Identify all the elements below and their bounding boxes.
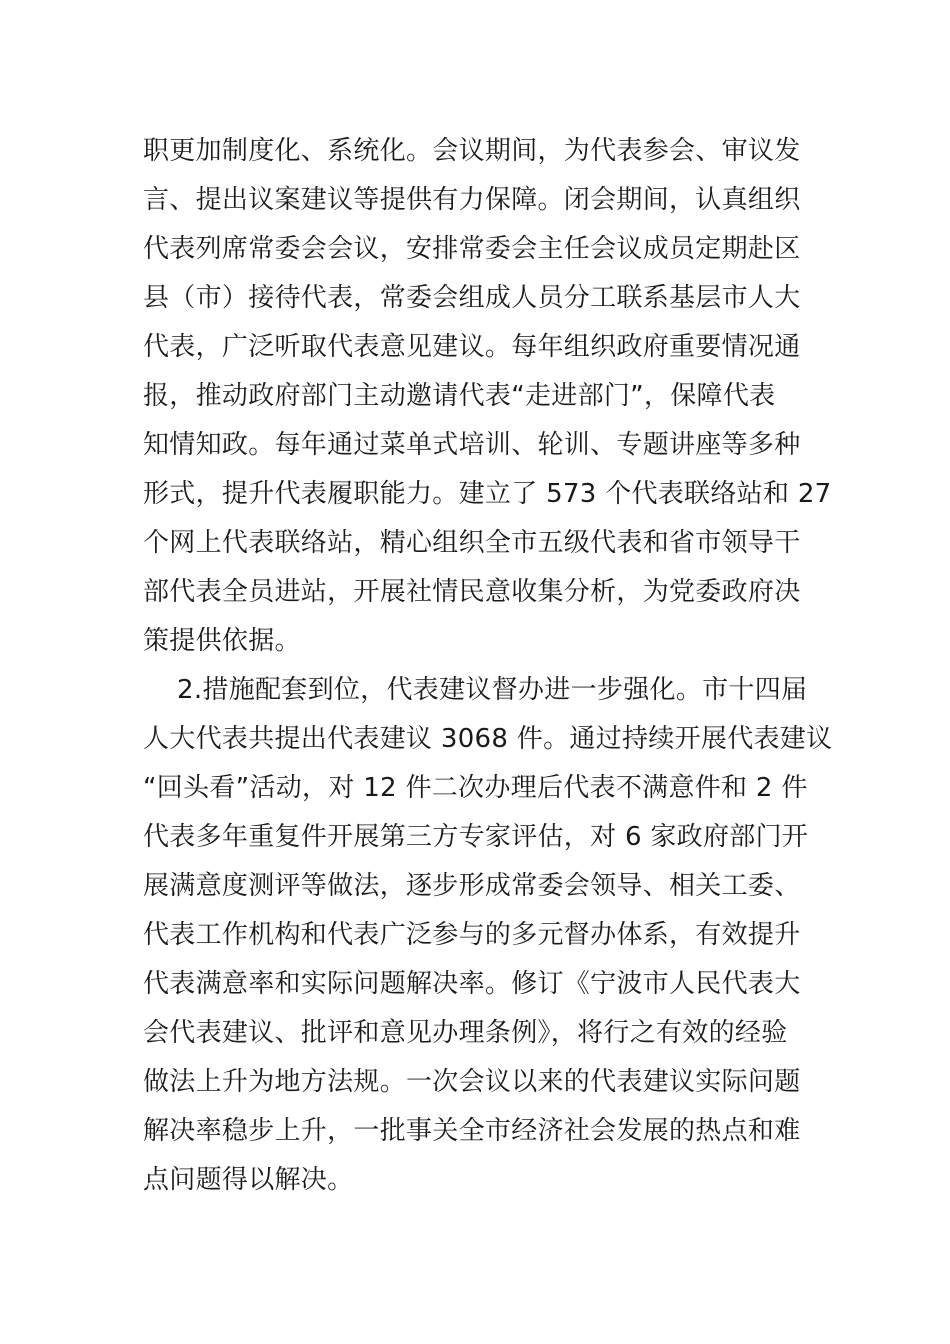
paragraph-line: “回头看”活动，对 12 件二次办理后代表不满意件和 2 件 bbox=[143, 773, 808, 803]
paragraph-line: 2.措施配套到位，代表建议督办进一步强化。市十四届 bbox=[177, 675, 808, 705]
paragraph-line: 言、提出议案建议等提供有力保障。闭会期间，认真组织 bbox=[143, 185, 801, 215]
paragraph-line: 展满意度测评等做法，逐步形成常委会领导、相关工委、 bbox=[143, 871, 801, 901]
document-body bbox=[143, 127, 833, 1205]
paragraph-line: 代表工作机构和代表广泛参与的多元督办体系，有效提升 bbox=[143, 920, 801, 950]
paragraph-line: 知情知政。每年通过菜单式培训、轮训、专题讲座等多种 bbox=[143, 430, 801, 460]
paragraph-line: 代表满意率和实际问题解决率。修订《宁波市人民代表大 bbox=[143, 969, 801, 999]
paragraph-line: 职更加制度化、系统化。会议期间，为代表参会、审议发 bbox=[143, 136, 801, 166]
paragraph-line: 形式，提升代表履职能力。建立了 573 个代表联络站和 27 bbox=[143, 479, 832, 509]
paragraph-line: 代表列席常委会会议，安排常委会主任会议成员定期赴区 bbox=[143, 234, 801, 264]
paragraph-line: 代表多年重复件开展第三方专家评估，对 6 家政府部门开 bbox=[143, 822, 809, 852]
paragraph-line: 会代表建议、批评和意见办理条例》，将行之有效的经验 bbox=[143, 1018, 788, 1048]
paragraph-line: 部代表全员进站，开展社情民意收集分析，为党委政府决 bbox=[143, 577, 801, 607]
paragraph-line: 人大代表共提出代表建议 3068 件。通过持续开展代表建议 bbox=[143, 724, 833, 754]
paragraph-line: 点问题得以解决。 bbox=[143, 1165, 354, 1195]
paragraph-line: 县（市）接待代表，常委会组成人员分工联系基层市人大 bbox=[143, 283, 801, 313]
paragraph-line: 代表，广泛听取代表意见建议。每年组织政府重要情况通 bbox=[143, 332, 801, 362]
paragraph-1 bbox=[143, 127, 832, 666]
paragraph-line: 报，推动政府部门主动邀请代表“走进部门”，保障代表 bbox=[143, 381, 776, 411]
paragraph-line: 个网上代表联络站，精心组织全市五级代表和省市领导干 bbox=[143, 528, 801, 558]
paragraph-line: 解决率稳步上升，一批事关全市经济社会发展的热点和难 bbox=[143, 1116, 801, 1146]
paragraph-2 bbox=[143, 666, 833, 1205]
paragraph-line: 做法上升为地方法规。一次会议以来的代表建议实际问题 bbox=[143, 1067, 801, 1097]
paragraph-line: 策提供依据。 bbox=[143, 626, 301, 656]
